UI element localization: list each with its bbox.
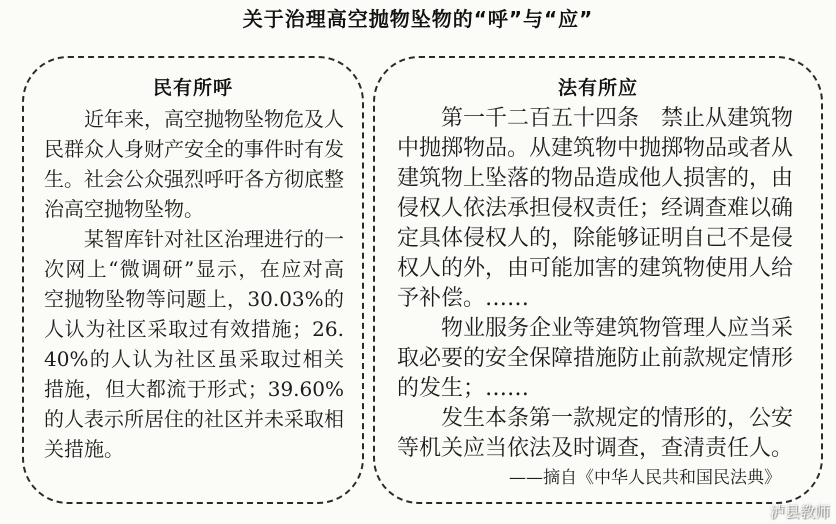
paragraph: 第一千二百五十四条 禁止从建筑物中抛掷物品。从建筑物中抛掷物品或者从建筑物上坠落的物品造成他人损害的，由侵权人依法承担侵权责任；经调查难以确定具体侵权人的，除能够证明自己不是侵权人的外，由可能加害的建筑物使用人给予补偿。…… (397, 106, 794, 311)
paragraph: 物业服务企业等建筑物管理人应当采取必要的安全保障措施防止前款规定情形的发生；…… (397, 316, 794, 401)
panel-heading-public-appeal: 民有所呼 (152, 77, 233, 99)
panel-body-legal-response (397, 104, 793, 464)
paragraph: 某智库针对社区治理进行的一次网上“微调研”显示，在应对高空抛物坠物等问题上，30.03%的人认为社区采取过有效措施；26.40%的人认为社区虽采取过相关措施，但大都流于形式；39.60%的人表示所居住的社区并未采取相关措施。 (44, 227, 344, 461)
source-citation: ——摘自《中华人民共和国民法典》 (509, 468, 781, 488)
document-title: 关于治理高空抛物坠物的“呼”与“应” (242, 7, 594, 31)
panel-public-appeal (22, 56, 364, 504)
panel-heading-legal-response: 法有所应 (557, 77, 638, 99)
panel-legal-response (373, 56, 823, 504)
paragraph: 近年来，高空抛物坠物危及人民群众人身财产安全的事件时有发生。社会公众强烈呼吁各方彻底整治高空抛物坠物。 (44, 107, 344, 221)
panel-body-public-appeal (44, 104, 344, 464)
watermark: 泸县教师 (769, 503, 830, 521)
paragraph: 发生本条第一款规定的情形的，公安等机关应当依法及时调查，查清责任人。 (397, 406, 794, 461)
